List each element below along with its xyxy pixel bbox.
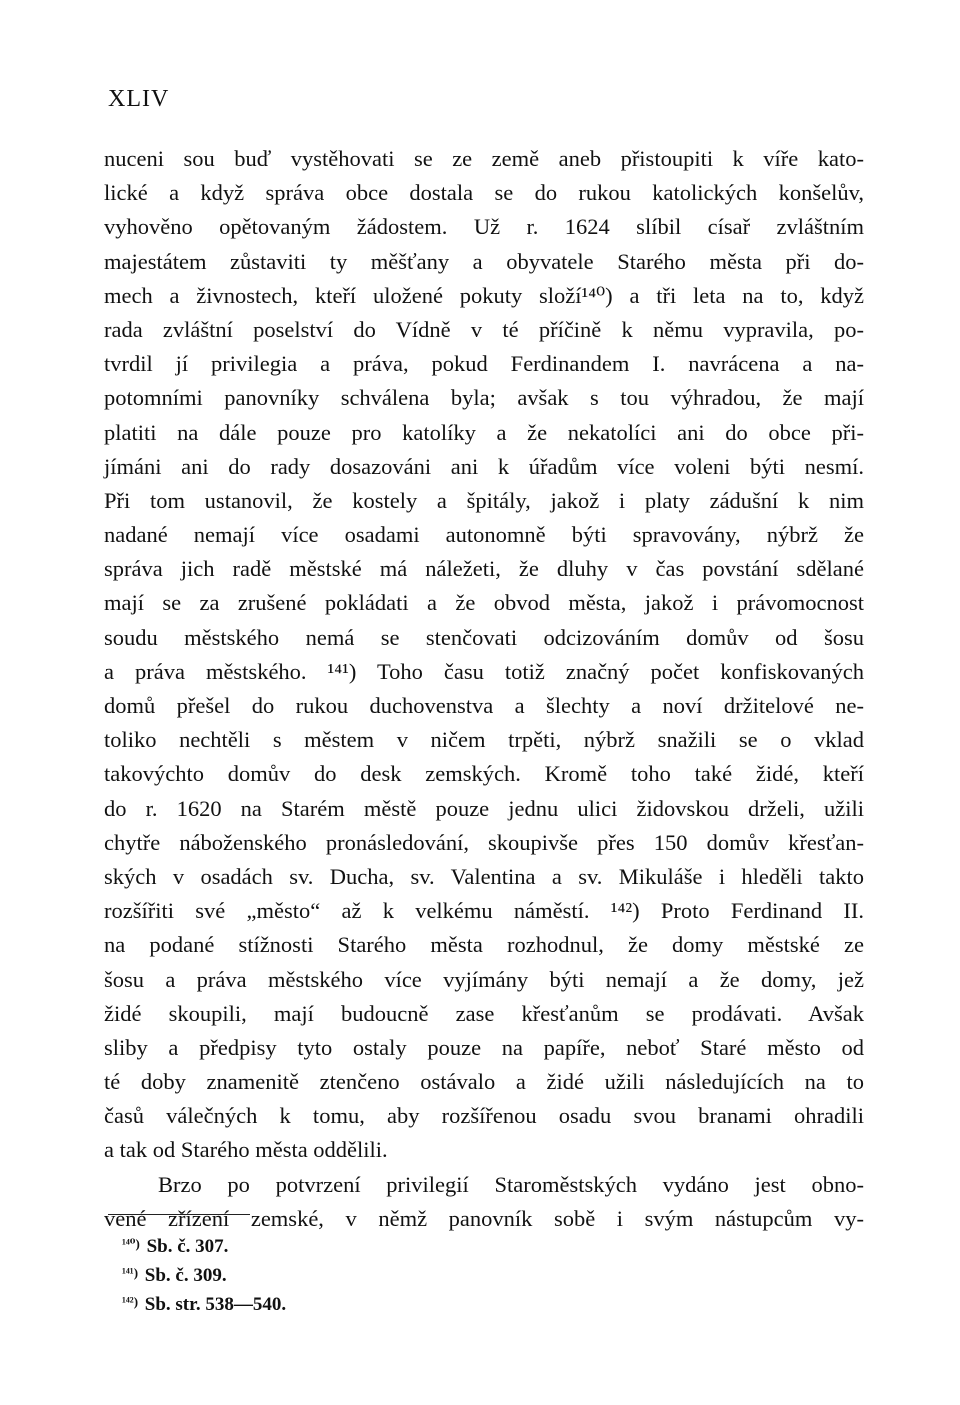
footnote-text: Sb. str. 538—540. [144,1294,287,1315]
text-line: Při tom ustanovil, že kostely a špitály, jakož i platy zádušní k nim [104,487,864,513]
text-line: rada zvláštní poselství do Vídně v té příčině k němu vypravila, po- [104,316,864,342]
footnote [122,1290,286,1319]
text-line: domů přešel do rukou duchovenstva a šlechty a noví držitelové ne- [104,693,864,718]
text-line: časů válečných k tomu, aby rozšířenou osadu svou branami ohradili [104,1103,864,1129]
footnote [122,1232,286,1261]
text-line: do r. 1620 na Starém městě pouze jednu ulici židovskou drželi, užili [104,795,864,821]
footnote-divider [108,1214,250,1215]
footnotes [122,1232,286,1319]
text-line: platiti na dále pouze pro katolíky a že nekatolíci ani do obce při- [104,419,864,445]
text-line: takovýchto domův do desk zemských. Kromě toho také židé, kteří [104,761,864,787]
text-line: mají se za zrušené pokládati a že obvod města, jakož i právomocnost [104,590,864,616]
text-line: potomními panovníky schválena byla; avšak s tou výhradou, že mají [104,385,864,411]
paragraph-1 [104,142,864,1168]
footnote-mark: ¹⁴⁰) [122,1236,140,1251]
text-line: lické a když správa obce dostala se do rukou katolických konšelův, [104,180,864,206]
text-line: židé skoupili, mají budoucně zase křesťanům se prodávati. Avšak [104,1000,864,1026]
footnote-mark: ¹⁴²) [122,1294,139,1309]
text-line: nadané nemají více osadami autonomně býti spravovány, nýbrž že [104,522,864,548]
text-line: rozšířiti své „město“ až k velkému náměstí. ¹⁴²) Proto Ferdinand II. [104,898,864,924]
text-line: té doby znamenitě ztenčeno ostávalo a židé užili následujících na to [104,1069,864,1095]
text-line: šosu a práva městského více vyjímány býti nemají a že domy, jež [104,966,864,992]
text-line: mech a živnostech, kteří uložené pokuty složí¹⁴⁰) a tři leta na to, když [104,282,864,308]
text-line: na podané stížnosti Starého města rozhodnul, že domy městské ze [104,932,864,958]
footnote-text: Sb. č. 307. [146,1236,229,1257]
footnote-text: Sb. č. 309. [144,1265,227,1286]
footnote [122,1261,286,1290]
footnote-mark: ¹⁴¹) [122,1265,139,1280]
text-line: a tak od Starého města oddělili. [104,1137,388,1163]
text-line: toliko nechtěli s městem v ničem trpěti, nýbrž snažili se o vklad [104,727,864,753]
text-line: jímáni ani do rady dosazováni ani k úřadům více voleni býti nesmí. [104,453,864,479]
body-text [104,142,864,1236]
text-line: vyhověno opětovaným žádostem. Už r. 1624 slíbil císař zvláštním [104,214,864,240]
page-number: XLIV [108,86,170,112]
text-line: chytře náboženského pronásledování, skoupivše přes 150 domův křesťan- [104,829,864,855]
text-line: sliby a předpisy tyto ostaly pouze na papíře, neboť Staré město od [104,1034,864,1060]
text-line: Brzo po potvrzení privilegií Staroměstských vydáno jest obno- [158,1171,864,1197]
text-line: soudu městského nemá se stenčovati odcizováním domův od šosu [104,624,864,650]
text-line: tvrdil jí privilegia a práva, pokud Ferdinandem I. navrácena a na- [104,351,864,377]
text-line: majestátem zůstaviti ty měšťany a obyvatele Starého města při do- [104,248,864,274]
text-line: nuceni sou buď vystěhovati se ze země aneb přistoupiti k víře kato- [104,146,864,171]
text-line: a práva městského. ¹⁴¹) Toho času totiž značný počet konfiskovaných [104,658,864,684]
text-line: ských v osadách sv. Ducha, sv. Valentina a sv. Mikuláše i hleděli takto [104,863,864,889]
text-line: vené zřízení zemské, v němž panovník sobě i svým nástupcům vy- [104,1205,864,1231]
paragraph-2 [104,1168,864,1236]
text-line: správa jich radě městské má náležeti, že dluhy v čas povstání sdělané [104,556,864,582]
